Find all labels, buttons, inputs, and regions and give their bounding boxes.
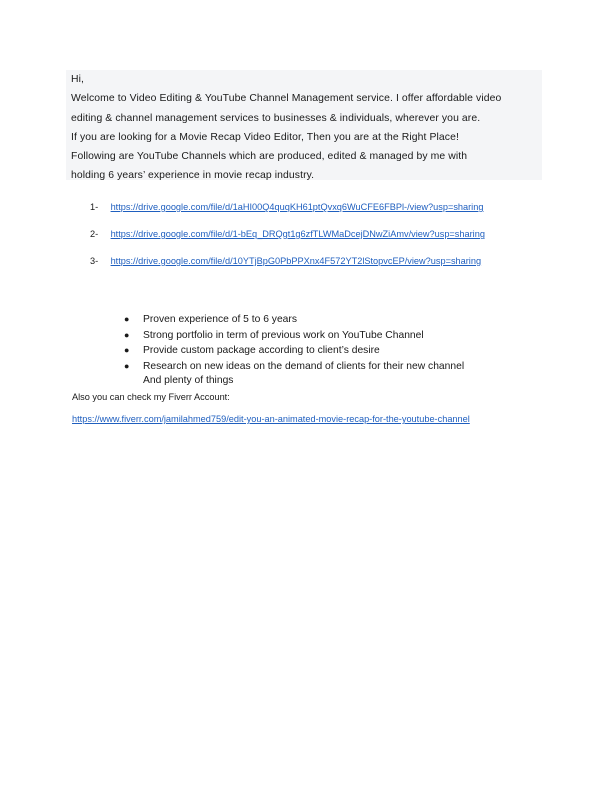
channel-link-item (90, 229, 485, 239)
feature-continuation: And plenty of things (143, 375, 234, 386)
bullet-icon: ● (124, 360, 130, 371)
feature-text: Provide custom package according to client’s desire (143, 345, 380, 356)
feature-item (124, 312, 464, 328)
feature-item (124, 343, 464, 359)
intro-line-welcome: Welcome to Video Editing & YouTube Channel Management service. I offer affordable video (71, 93, 502, 105)
list-number: 3- (90, 256, 99, 266)
channel-link-item (90, 256, 481, 266)
feature-text: Research on new ideas on the demand of clients for their new channel (143, 360, 465, 372)
feature-text: Strong portfolio in term of previous work on YouTube Channel (143, 329, 424, 341)
feature-item (124, 328, 464, 344)
list-number: 1- (90, 202, 99, 212)
channel-link-item (90, 202, 483, 212)
list-number: 2- (90, 229, 99, 239)
intro-block (66, 70, 542, 180)
channel-link[interactable]: https://drive.google.com/file/d/1aHI00Q4quqKH61ptQvxq6WuCFE6FBPl-/view?usp=sharing (110, 202, 484, 212)
intro-line-channels: Following are YouTube Channels which are produced, edited & managed by me with (71, 151, 468, 163)
intro-line-services: editing & channel management services to businesses & individuals, wherever you are. (71, 112, 481, 124)
intro-line-recap-editor: If you are looking for a Movie Recap Video Editor, Then you are at the Right Place! (71, 131, 459, 143)
features-list (124, 312, 464, 389)
feature-item (124, 359, 464, 375)
bullet-icon: ● (124, 345, 130, 355)
fiverr-label: Also you can check my Fiverr Account: (72, 392, 230, 402)
intro-line-experience: holding 6 years’ experience in movie recap industry. (71, 170, 315, 182)
bullet-icon: ● (124, 314, 130, 324)
fiverr-link[interactable]: https://www.fiverr.com/jamilahmed759/edit-you-an-animated-movie-recap-for-the-youtube-channel (72, 414, 470, 424)
feature-text: Proven experience of 5 to 6 years (143, 314, 297, 325)
bullet-icon: ● (124, 329, 130, 340)
intro-line-greeting: Hi, (71, 74, 84, 85)
channel-link[interactable]: https://drive.google.com/file/d/10YTjBpG0PbPPXnx4F572YT2lStopvcEP/view?usp=sharing (110, 256, 482, 266)
channel-link[interactable]: https://drive.google.com/file/d/1-bEq_DRQgt1g6zfTLWMaDcejDNwZiAmv/view?usp=sharing (110, 229, 485, 239)
